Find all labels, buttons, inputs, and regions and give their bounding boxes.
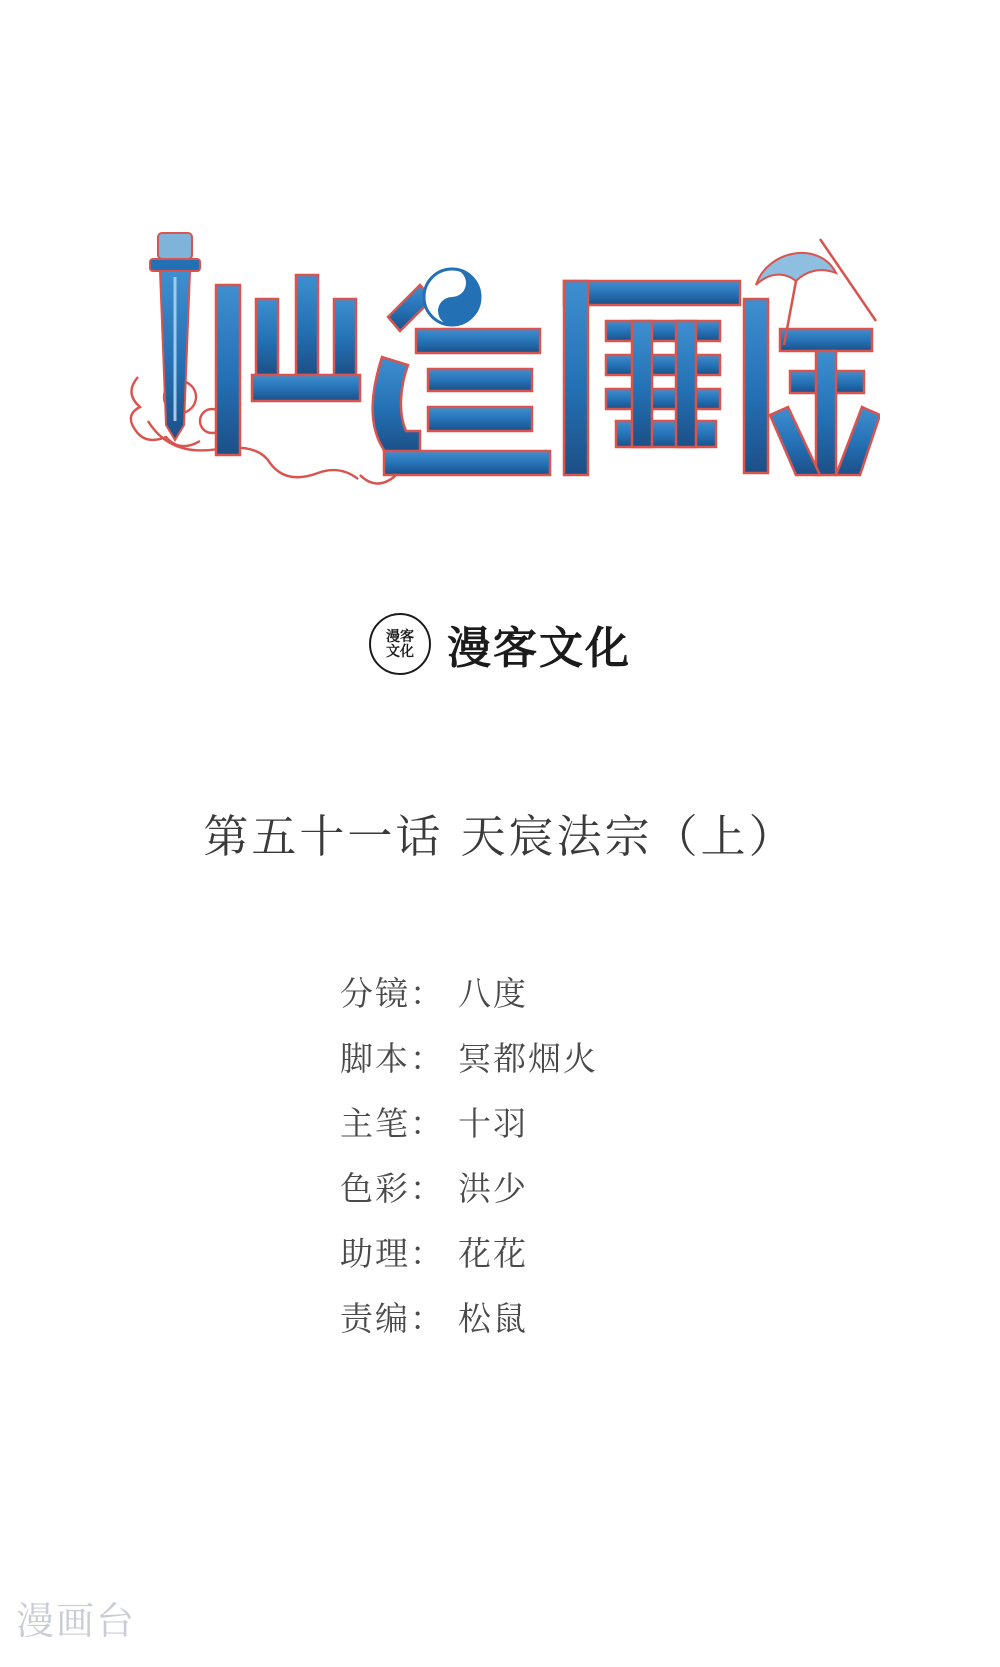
credit-role: 色彩： bbox=[340, 1169, 445, 1208]
credit-name: 八度 bbox=[458, 974, 528, 1013]
publisher-badge-line1: 漫客 bbox=[386, 628, 414, 645]
series-logo-artwork bbox=[120, 225, 880, 495]
credit-row bbox=[340, 1033, 740, 1080]
credit-row bbox=[340, 1293, 740, 1340]
logo-char-1 bbox=[216, 275, 360, 455]
publisher-badge-line2: 文化 bbox=[386, 643, 414, 659]
publisher-name: 漫客文化 bbox=[447, 623, 631, 674]
credit-row bbox=[340, 1098, 740, 1145]
credit-name: 十羽 bbox=[458, 1104, 528, 1143]
publisher-logo-badge bbox=[369, 613, 431, 675]
credit-role: 脚本： bbox=[340, 1039, 445, 1078]
series-logo bbox=[0, 225, 1000, 495]
credit-row bbox=[340, 968, 740, 1015]
sword-icon bbox=[150, 233, 200, 440]
chapter-title: 第五十一话 天宸法宗（上） bbox=[203, 810, 797, 863]
credit-name: 冥都烟火 bbox=[458, 1039, 598, 1078]
logo-char-4 bbox=[744, 299, 880, 475]
credit-role: 责编： bbox=[340, 1299, 445, 1338]
credit-row bbox=[340, 1163, 740, 1210]
yin-yang-icon bbox=[424, 269, 480, 325]
logo-char-3 bbox=[564, 281, 740, 475]
credit-row bbox=[340, 1228, 740, 1275]
slash-accent-icon bbox=[820, 239, 876, 321]
credit-role: 主笔： bbox=[340, 1104, 445, 1143]
credit-name: 松鼠 bbox=[458, 1299, 528, 1338]
credit-role: 分镜： bbox=[340, 974, 445, 1013]
credit-role: 助理： bbox=[340, 1234, 445, 1273]
credit-name: 洪少 bbox=[458, 1169, 528, 1208]
watermark: 漫画台 bbox=[16, 1599, 137, 1643]
credits-list bbox=[340, 968, 740, 1358]
credit-name: 花花 bbox=[458, 1234, 528, 1273]
publisher-row bbox=[0, 612, 1000, 676]
